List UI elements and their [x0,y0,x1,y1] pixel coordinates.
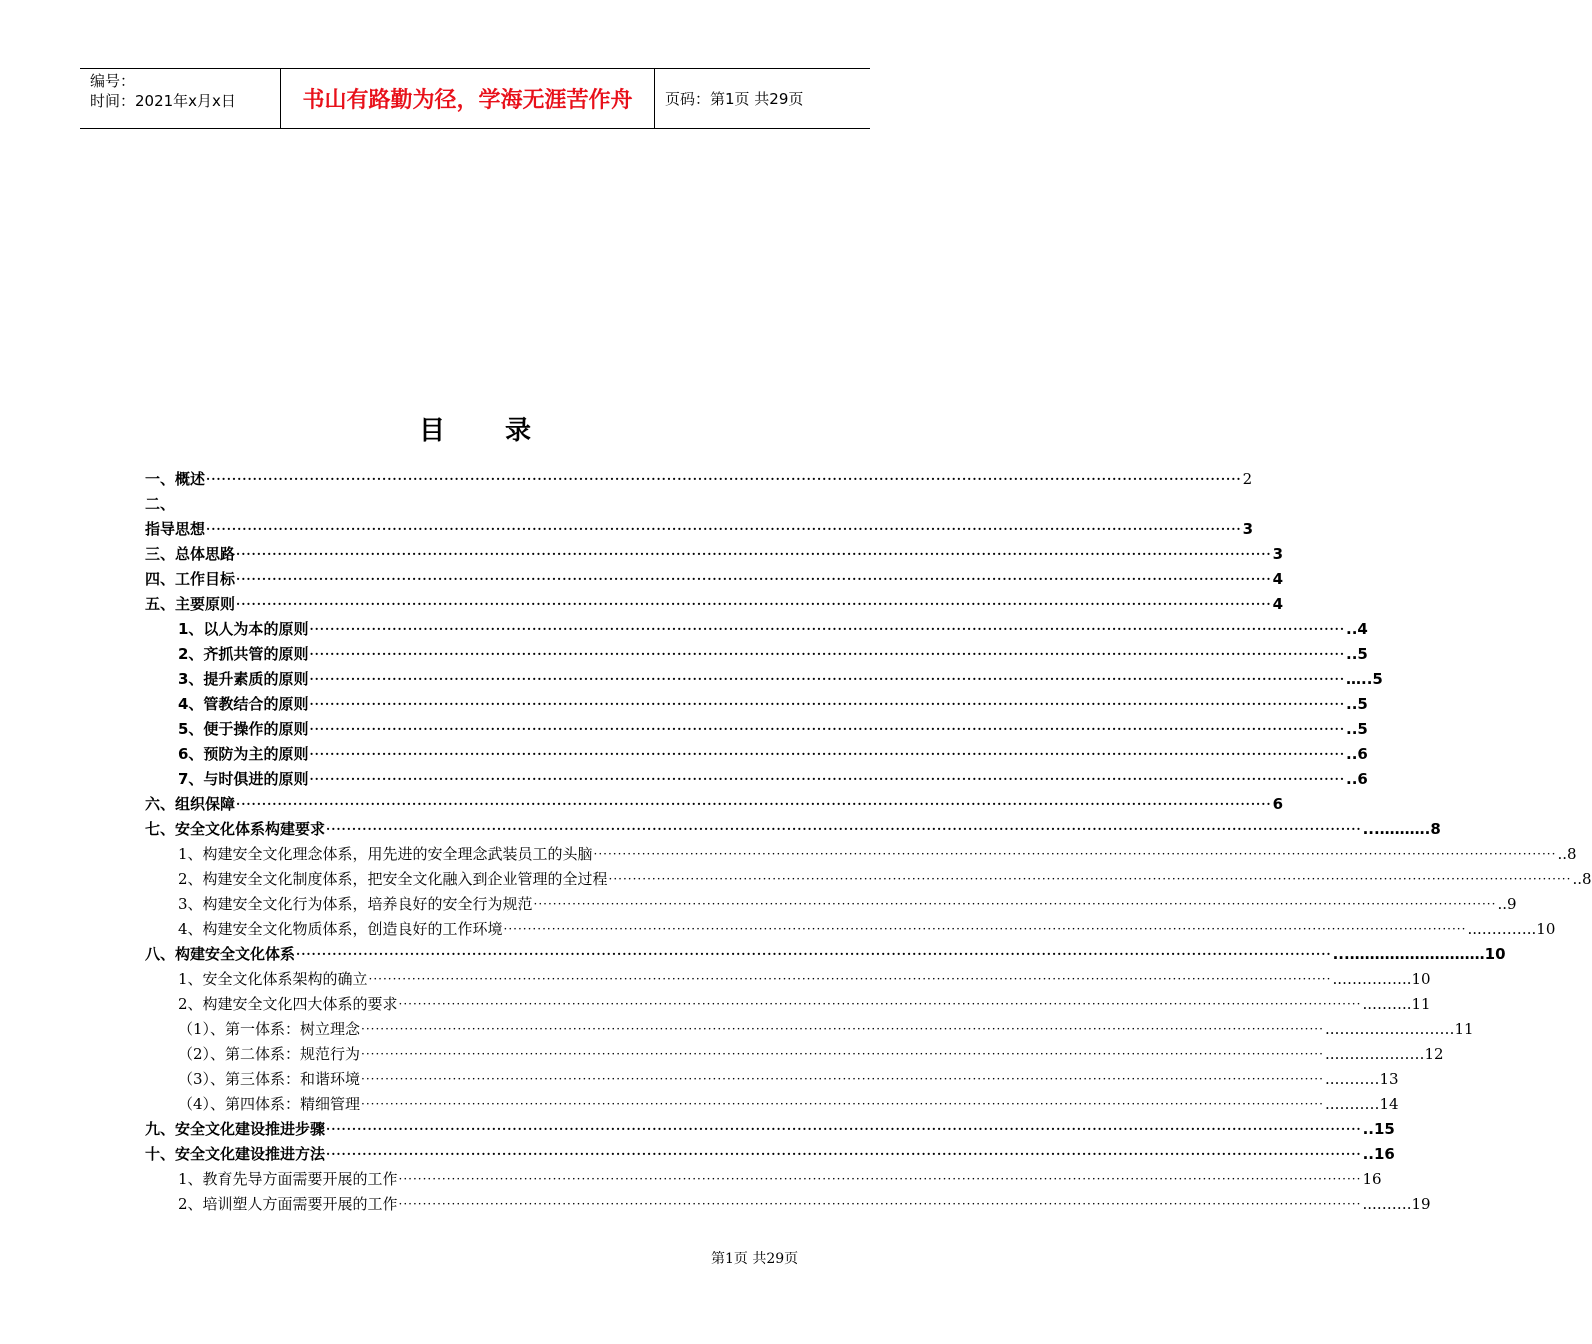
dot-leader: ········································································································································································································ [398,996,1362,1011]
dot-leader: ········································································································································································································ [236,546,1272,561]
toc-entry[interactable]: （2）、第二体系：规范行为 ········································································································································································································ ..………………12 [178,1044,1444,1063]
toc-entry[interactable]: 十、安全文化建设推进方法 ········································································································································································································ ..16 [145,1144,1395,1163]
toc-entry[interactable]: 3、提升素质的原则 ········································································································································································································ …..5 [178,669,1383,688]
toc-title [0,410,950,447]
toc-entry[interactable]: 1、以人为本的原则 ········································································································································································································ ..4 [178,619,1368,638]
toc-entry[interactable]: 3、构建安全文化行为体系，培养良好的安全行为规范 ········································································································································································································ ..9 [178,894,1517,913]
dot-leader: ········································································································································································································ [503,921,1467,936]
toc-entry[interactable]: 九、安全文化建设推进步骤 ········································································································································································································ ..15 [145,1119,1395,1138]
dot-leader: ········································································································································································································ [309,671,1345,686]
toc-entry[interactable]: 1、构建安全文化理念体系，用先进的安全理念武装员工的头脑 ········································································································································································································ ..8 [178,844,1577,863]
toc-entry[interactable]: 2、培训塑人方面需要开展的工作 ········································································································································································································ ...…….19 [178,1194,1431,1213]
toc-entry[interactable]: 2、齐抓共管的原则 ········································································································································································································ ..5 [178,644,1368,663]
dot-leader: ········································································································································································································ [309,696,1345,711]
dot-leader: ········································································································································································································ [398,1171,1362,1186]
dot-leader: ········································································································································································································ [326,1146,1362,1161]
dot-leader: ········································································································································································································ [361,1096,1324,1111]
dot-leader: ········································································································································································································ [361,1021,1324,1036]
dot-leader: ········································································································································································································ [593,846,1557,861]
dot-leader: ········································································································································································································ [326,821,1362,836]
dot-leader: ········································································································································································································ [309,621,1345,636]
toc-entry[interactable]: （3）、第三体系：和谐环境 ········································································································································································································ ..………13 [178,1069,1399,1088]
header-page-info: 页码：第1页 共29页 [665,90,804,108]
dot-leader: ········································································································································································································ [236,796,1272,811]
toc-entry[interactable]: 四、工作目标 ········································································································································································································ 4 [145,569,1283,588]
toc-entry[interactable]: 7、与时俱进的原则 ········································································································································································································ ..6 [178,769,1368,788]
toc-title-right: 录 [505,416,532,446]
toc-entry[interactable]: 七、安全文化体系构建要求 ········································································································································································································ ...……….8 [145,819,1441,838]
toc-entry[interactable]: 4、管教结合的原则 ········································································································································································································ ..5 [178,694,1368,713]
toc-entry[interactable]: 2、构建安全文化制度体系，把安全文化融入到企业管理的全过程 ········································································································································································································ ..8 [178,869,1592,888]
toc-title-left: 目 [418,416,445,446]
dot-leader: ········································································································································································································ [361,1071,1324,1086]
dot-leader: ········································································································································································································ [206,471,1242,486]
dot-leader: ········································································································································································································ [309,771,1345,786]
toc-entry[interactable]: （1）、第一体系：树立理念 ········································································································································································································ ..……………………11 [178,1019,1474,1038]
dot-leader: ········································································································································································································ [398,1196,1362,1211]
dot-leader: ········································································································································································································ [309,646,1345,661]
toc-entry[interactable]: 5、便于操作的原则 ········································································································································································································ ..5 [178,719,1368,738]
toc-entry[interactable]: （4）、第四体系：精细管理 ········································································································································································································ ..………14 [178,1094,1399,1113]
doc-time-label: 时间：2021年x月x日 [90,92,236,110]
dot-leader: ········································································································································································································ [533,896,1497,911]
dot-leader: ········································································································································································································ [236,596,1272,611]
toc-entry[interactable]: 六、组织保障 ········································································································································································································ 6 [145,794,1283,813]
toc-entry[interactable]: 指导思想 ········································································································································································································ 3 [145,519,1253,538]
toc-entry[interactable]: 五、主要原则 ········································································································································································································ 4 [145,594,1283,613]
dot-leader: ········································································································································································································ [206,521,1242,536]
toc-entry[interactable]: 八、构建安全文化体系 ········································································································································································································ ...………………………10 [145,944,1506,963]
toc-entry[interactable]: 一、概述 ········································································································································································································ 2 [145,469,1253,488]
page-footer: 第1页 共29页 [711,1251,799,1267]
dot-leader: ········································································································································································································ [309,746,1345,761]
toc-entry[interactable]: 三、总体思路 ········································································································································································································ 3 [145,544,1283,563]
toc-entry[interactable]: 二、 [145,495,176,513]
toc-entry[interactable]: 1、教育先导方面需要开展的工作 ········································································································································································································ 16 [178,1169,1382,1188]
dot-leader: ········································································································································································································ [361,1046,1324,1061]
toc-entry[interactable]: 2、构建安全文化四大体系的要求 ········································································································································································································ ..……..11 [178,994,1431,1013]
doc-number-label: 编号： [90,72,136,90]
dot-leader: ········································································································································································································ [326,1121,1362,1136]
dot-leader: ········································································································································································································ [236,571,1272,586]
page-header [80,68,870,129]
header-motto: 书山有路勤为径，学海无涯苦作舟 [281,69,655,128]
toc-entry[interactable]: 6、预防为主的原则 ········································································································································································································ ..6 [178,744,1368,763]
dot-leader: ········································································································································································································ [608,871,1572,886]
dot-leader: ········································································································································································································ [309,721,1345,736]
table-of-contents [145,466,1592,1216]
toc-entry[interactable]: 4、构建安全文化物质体系，创造良好的工作环境 ········································································································································································································ ...………..10 [178,919,1556,938]
toc-entry[interactable]: 1、安全文化体系架构的确立 ········································································································································································································ ..…………..10 [178,969,1431,988]
header-meta [80,69,281,128]
dot-leader: ········································································································································································································ [296,946,1332,961]
dot-leader: ········································································································································································································ [368,971,1332,986]
